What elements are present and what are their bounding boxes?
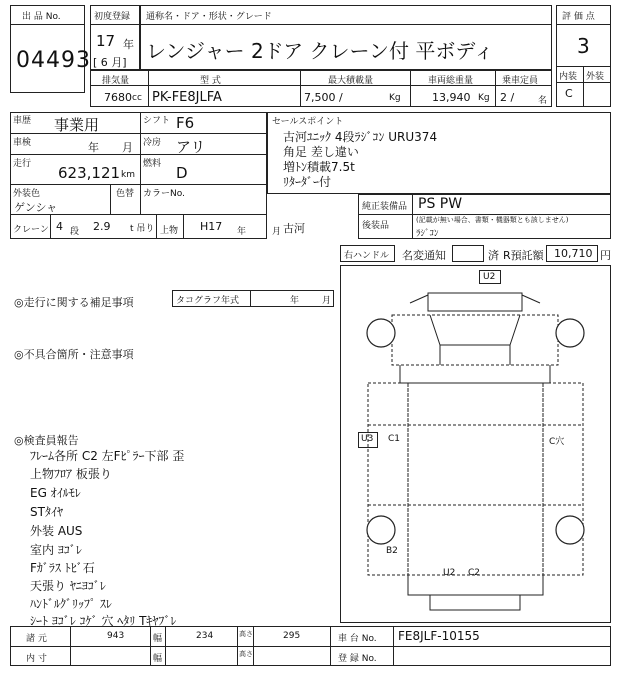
color-label: 外装色	[13, 189, 41, 199]
sales-point-line: ﾘﾀｰﾀﾞｰ付	[283, 175, 332, 189]
sales-point-line: 増ﾄﾝ積載7.5t	[283, 160, 355, 174]
inspector-line: Fｶﾞﾗｽ ﾄﾋﾞ石	[30, 561, 95, 575]
mark-c-hole: C穴	[549, 437, 565, 447]
inspector-line: ﾊﾝﾄﾞﾙｸﾞﾘｯﾌﾟ ｽﾚ	[30, 597, 112, 611]
inspection-label: 車検	[13, 138, 32, 148]
inspector-report-label: ◎検査員報告	[14, 434, 79, 447]
body-year: H17	[200, 220, 223, 233]
name-change-label: 名変通知	[402, 249, 446, 262]
crane-load: 2.9	[93, 220, 111, 233]
mark-b2: B2	[386, 546, 398, 556]
sales-point-line: 角足 差し違い	[283, 145, 359, 159]
inspector-line: 天張り ﾔﾆﾖｺﾞﾚ	[30, 579, 106, 593]
recycle-label: R預託額	[503, 249, 544, 262]
tachograph-year: 年	[290, 296, 300, 306]
body-maker: 古河	[283, 222, 305, 235]
shift-value: F6	[176, 114, 195, 132]
crane-load-unit: t 吊り	[130, 224, 155, 234]
displacement-label: 排気量	[102, 76, 130, 86]
inspector-line: EG ｵｲﾙﾓﾚ	[30, 486, 81, 500]
driving-notes-label: ◎走行に関する補足事項	[14, 296, 134, 309]
capacity-label: 乗車定員	[502, 76, 539, 86]
ac-value: アリ	[176, 138, 206, 156]
color-no-label: カラーNo.	[143, 189, 185, 199]
length-value: 943	[107, 631, 125, 641]
max-load-unit: Kg	[389, 93, 401, 103]
inspector-line: ﾌﾚｰﾑ各所 C2 左Fﾋﾟﾗｰ下部 歪	[30, 449, 185, 463]
mileage-unit: km	[121, 170, 135, 180]
crane-stage-unit: 段	[70, 227, 80, 237]
recycle-unit: 円	[600, 249, 611, 262]
lot-label: 出 品 No.	[22, 12, 61, 22]
max-load-value: 7,500 /	[304, 91, 343, 104]
score-label: 評 価 点	[562, 12, 595, 22]
inspection-month: 月	[122, 141, 133, 154]
width2-label: 幅	[153, 654, 163, 664]
interior-dims-label: 内 寸	[26, 654, 47, 664]
score-value: 3	[577, 34, 590, 58]
body-year-unit: 年	[237, 227, 247, 237]
first-reg-month: [ 6 月]	[93, 56, 127, 69]
mark-c2: C2	[468, 568, 481, 578]
gross-weight-value: 13,940	[432, 91, 471, 104]
model-value: PK-FE8JLFA	[152, 90, 222, 105]
fuel-value: D	[176, 164, 188, 182]
sales-point-line: 古河ﾕﾆｯｸ 4段ﾗｼﾞｺﾝ URU374	[283, 130, 438, 144]
history-label: 車歴	[13, 116, 32, 126]
history-value: 事業用	[54, 116, 100, 134]
standard-equipment-label: 純正装備品	[362, 202, 408, 212]
capacity-unit: 名	[538, 96, 548, 106]
aftermarket-label: 後装品	[362, 221, 390, 231]
inspector-line: ｼｰﾄ ﾖｺﾞﾚ ｺｹﾞ 穴 ﾍﾀﾘ Tｷﾔﾌﾞﾚ	[30, 614, 177, 628]
inspector-line: 上物ﾌﾛｱ 板張り	[30, 467, 112, 481]
width-label: 幅	[153, 634, 163, 644]
body-label: 上物	[160, 226, 179, 236]
details-grid	[10, 112, 267, 239]
color-value: ゲンシャ	[14, 201, 58, 214]
gross-weight-unit: Kg	[478, 93, 490, 103]
interior-grade: C	[565, 87, 573, 100]
tachograph-label: タコグラフ年式	[176, 296, 240, 306]
inspector-line: 室内 ﾖｺﾞﾚ	[30, 543, 82, 557]
shift-label: シフト	[143, 116, 171, 126]
model-label: 型 式	[200, 76, 221, 86]
first-reg-year: 17	[96, 32, 116, 50]
name-change-box	[452, 245, 484, 262]
standard-equipment: PS PW	[418, 196, 463, 212]
sales-points-label: セールスポイント	[272, 117, 344, 127]
mark-u2-top: U2	[483, 272, 496, 282]
dims-label: 諸 元	[26, 634, 47, 644]
recycle-amount: 10,710	[554, 247, 593, 260]
lot-number: 04493	[16, 48, 91, 73]
first-reg-label: 初度登録	[94, 12, 131, 22]
defect-notes-label: ◎不具合箇所・注意事項	[14, 348, 134, 361]
height-value: 295	[283, 631, 301, 641]
body-month-unit: 月	[272, 227, 282, 237]
chassis-value: FE8JLF-10155	[398, 629, 480, 643]
aftermarket-note: (記載が無い場合、書類・機器類とも該しません)	[416, 216, 569, 224]
height2-label: 高さ	[239, 650, 253, 658]
sticker-label: 済	[488, 249, 499, 262]
interior-label: 内装	[559, 72, 578, 82]
capacity-value: 2 /	[500, 91, 515, 104]
vehicle-name-label: 通称名・ドア・形状・グレード	[146, 12, 272, 22]
inspection-year: 年	[88, 141, 99, 154]
registration-label: 登 録 No.	[338, 654, 377, 664]
rhd-label: 右ハンドル	[344, 251, 390, 261]
crane-stage: 4	[56, 220, 63, 233]
mark-c1: C1	[388, 434, 401, 444]
mileage-label: 走行	[13, 159, 32, 169]
year-unit: 年	[123, 38, 134, 51]
vehicle-name: レンジャー 2ドア クレーン付 平ボディ	[146, 39, 494, 63]
displacement-unit: cc	[132, 93, 142, 103]
mark-u3: U3	[361, 434, 374, 444]
mark-u2-bottom: U2	[443, 568, 456, 578]
displacement-value: 7680	[104, 91, 132, 104]
chassis-label: 車 台 No.	[338, 634, 377, 644]
aftermarket-value: ﾗｼﾞｺﾝ	[416, 229, 439, 239]
height-label: 高さ	[239, 630, 253, 638]
tachograph-month: 月	[322, 296, 332, 306]
ac-label: 冷房	[143, 138, 162, 148]
fuel-label: 燃料	[143, 159, 162, 169]
mileage-value: 623,121	[58, 164, 121, 182]
max-load-label: 最大積載量	[328, 76, 374, 86]
crane-label: クレーン	[13, 225, 49, 235]
gross-weight-label: 車両総重量	[428, 76, 474, 86]
inspector-line: 外装 AUS	[30, 524, 83, 538]
color-change-label: 色替	[116, 189, 135, 199]
inspector-line: STﾀｲﾔ	[30, 505, 63, 519]
width-value: 234	[196, 631, 214, 641]
exterior-label: 外装	[586, 72, 605, 82]
